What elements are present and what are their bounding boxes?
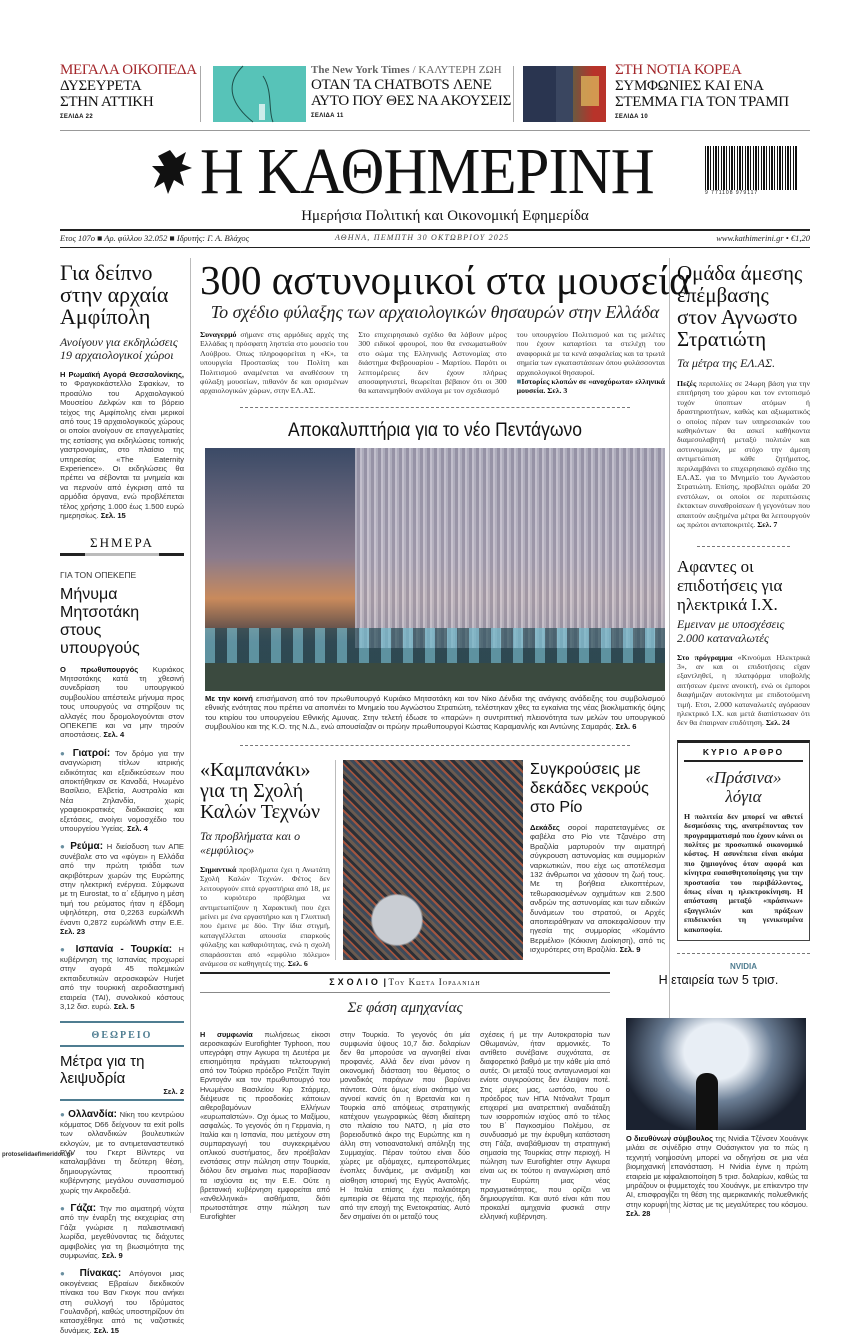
issue-info: Ετος 107ο ■ Αρ. φύλλου 32.052 ■ Ιδρυτής: Γ. Α. Βλάχος: [60, 233, 250, 243]
page-ref[interactable]: Σελ. 28: [626, 1209, 651, 1219]
pentagon-headline[interactable]: Αποκαλυπτήρια για το νέο Πεντάγωνο: [288, 420, 582, 441]
main-subheadline: Το σχέδιο φύλαξης των αρχαιολογικών θησαυρών στην Ελλάδα: [210, 302, 660, 322]
pentagon-caption: Με την κοινή επισήμανση από τον πρωθυπουργό Κυριάκο Μητσοτάκη και τον Νίκο Δένδια της ανάγκης ανάδειξης του συμβολισμού εθνικής ενότητας που πρέπει να αποπνέει το Μνημείο του Αγνώστου Στρατιώτη, τελέστηκαν χθες τα εγκαίνια της νέας βιοκλιματικής όψης του κτιρίου του υπουργείου Εθνικής Αμυνας. Στην τελετή έδωσε το «παρών» η συντριπτική πλειονότητα των μελών του υπουργικού συμβουλίου και της Κ.Ο. της Ν.Δ., ενώ απουσίαζαν οι πρώην πρωθυπουργοί Κώστας Καραμανλής και Αντώνης Σαμαράς. Σελ. 6: [205, 694, 665, 732]
page-ref[interactable]: Σελ. 24: [765, 718, 790, 728]
subheadline: Εμειναν με υποσχέσεις 2.000 καταναλωτές: [677, 616, 785, 645]
rio-article[interactable]: Συγκρούσεις με δεκάδες νεκρούς στο Ρίο Δεκάδες σοροί παρατεταγμένες σε φαβέλα στο Ρίο ντε Τζανέιρο στη Βραζιλία μαρτυρούν την αιματηρή σύγκρουση αστυνομίας και συμμοριών ναρκωτικών, που είχε ως αποτέλεσμα 132 άνθρωποι να χάσουν τη ζωή τους. Με τη βοήθεια ελικοπτέρων, τεθωρακισμένων οχημάτων και 2.500 ανδρών της αστυνομίας και των ειδικών δυνάμεων του στρατού, οι Αρχές αποπειράθηκαν να αποκεφαλίσουν την ηγεσία της συμμορίας «Κομάντο Βερμέλιο» (Κόκκινη Διοίκηση), από τις ισχυρότερες στη Βραζιλία. Σελ. 9: [530, 761, 665, 955]
left-column: [60, 262, 184, 1335]
kicker: ΓΙΑ ΤΟΝ ΟΠΕΚΕΠΕ: [60, 569, 137, 580]
news-brief[interactable]: ● Ολλανδία: Νίκη του κεντρώου κόμματος D66 δείχνουν τα exit polls των ολλανδικών βουλευτικών εκλογών, με το αντιμεταναστευτικό PVV του Γκερτ Βίλντερς να καταλαμβάνει τη δεύτερη θέση, δημιουργώντας προοπτική κυβέρνησης μεγάλου συνασπισμού χωρίς την Ακροδεξιά.: [60, 1109, 184, 1195]
art-school-article[interactable]: «Καμπανάκι» για τη Σχολή Καλών Τεχνών Τα προβλήματα και ο «εμφύλιος» Σημαντικά προβλήματα έχει η Ανωτάτη Σχολή Καλών Τεχνών. Φέτος δεν λειτουργούν επτά εργαστήρια από 18, με το κυριότερο πρόβλημα να αντιμετωπίζουν η Χαρακτική που έχει μείνει με ένα εργαστήριο και η Γλυπτική που έμεινε με δύο. Την ίδια στιγμή, καταγγέλλεται απουσία επαρκούς φύλαξης και καθαριότητας, ενώ η σχολή σπαράσσεται από «εμφύλιο πόλεμο» ανάμεσα σε καθηγητές της. Σελ. 6: [200, 759, 330, 969]
bullet-icon: ●: [60, 748, 73, 758]
nvidia-article[interactable]: [658, 962, 810, 988]
teaser-chatbots[interactable]: [311, 64, 516, 119]
amfipoli-article[interactable]: [60, 262, 184, 521]
griffin-logo: [150, 146, 198, 198]
teaser-page: ΣΕΛΙΔΑ 22: [60, 114, 93, 120]
pentagon-photo: [205, 448, 665, 691]
page-ref[interactable]: Σελ. 6: [287, 959, 308, 969]
lead-in: Συναγερμό: [200, 330, 237, 339]
headline: Μέτρα για τη λειψυδρία: [60, 1053, 145, 1088]
bullet-icon: ●: [60, 842, 71, 852]
lead-in: Η Ρωμαϊκή Αγορά Θεσσαλονίκης,: [60, 370, 184, 379]
website-price: www.kathimerini.gr • €1,20: [716, 233, 810, 243]
page-ref[interactable]: Σελ. 15: [93, 1325, 119, 1335]
headline: Για δείπνο στην αρχαία Αμφίπολη: [60, 260, 169, 329]
bullet-icon: ●: [60, 1269, 80, 1279]
bullet-icon: ●: [60, 1110, 69, 1120]
editorial-box[interactable]: [677, 740, 810, 941]
chatbot-illustration: [213, 66, 306, 122]
comment-label: ΣΧΟΛΙΟ: [329, 977, 381, 987]
teaser-title: ΔΥΣΕΥΡΕΤΑ ΣΤΗΝ ΑΤΤΙΚΗ: [60, 78, 154, 110]
page-ref[interactable]: Σελ. 6: [615, 722, 637, 732]
teaser-kicker: ΜΕΓΑΛΑ ΟΙΚΟΠΕΔΑ: [60, 62, 197, 78]
right-column: [658, 261, 810, 988]
article-body: το Φραγκοκάστελλο Σφακίων, το προαύλιο του Αρχαιολογικού Μουσείου Δελφών και το βόρειο τείχος της Αμφίπολης είναι μερικοί από τους 19 αρχαιολογικούς χώρους οι οποίοι ανοίγουν σε επαγγελματίες της εστίασης για εκδηλώσεις τοπικής γαστρονομίας, στο πλαίσιο της υπηρεσίας «The Eaternity Experience». Οι εκδηλώσεις θα πρέπει να σέβονται τα μνημεία και να περνούν από έγκριση από τα αρμόδια όργανα, ενώ προβλέπεται τέλος χρήσης 1.000 έως 1.500 ευρώ ημερησίως.: [60, 379, 184, 521]
teaser-kicker: / ΚΑΛΥΤΕΡΗ ΖΩΗ: [412, 64, 502, 76]
nvidia-caption: Ο διευθύνων σύμβουλος της Nvidia Τζένσεν Χουάνγκ μιλάει σε συνέδριο στην Ουάσιγκτον για το πώς η τεχνητή νοημοσύνη μπορεί να οδηγήσει σε μια νέα βιομηχανική επανάσταση. Η Nvidia έγινε η πρώτη εταιρεία με κεφαλαιοποίηση 5 τρισ. δολαρίων, καθώς τα μηράζουν οι συμμετοχές του Χουάνγκ, με επίκεντρο την AI, επισφραγίζει τη θέση της αμερικανικής πολυεθνικής στην κορυφή της λίστας με τις μεγαλύτερες του κόσμου. Σελ. 28: [626, 1134, 808, 1219]
rio-photo: [343, 760, 523, 960]
subheadline: Τα προβλήματα και ο «εμφύλιος»: [200, 829, 301, 857]
masthead-title: Η ΚΑΘΗΜΕΡΙΝΗ: [200, 135, 654, 208]
headline: Αφαντες οι επιδοτήσεις για ηλεκτρικά Ι.Χ.: [677, 556, 783, 614]
headline: Ομάδα άμεσης επέμβασης στον Αγνωστο Στρατιώτη: [677, 261, 803, 351]
issue-date: ΑΘΗΝΑ, ΠΕΜΠΤΗ 30 ΟΚΤΩΒΡΙΟΥ 2025: [335, 233, 510, 242]
page-ref[interactable]: Σελ. 7: [757, 520, 778, 530]
page-ref[interactable]: Σελ. 4: [127, 824, 148, 833]
nyt-logo: The New York Times: [311, 64, 410, 76]
headline: Μήνυμα Μητσοτάκη στους υπουργούς: [60, 585, 140, 657]
news-brief[interactable]: ● Ισπανία - Τουρκία: Η κυβέρνηση της Ισπανίας προχωρεί στην αγορά 45 πολεμικών εκπαιδευτικών αεροσκαφών Hurjet από την τουρκική αεροδιαστημική εταιρεία (TAI), συνολικού κόστους 3,12 δισ. ευρώ. Σελ. 5: [60, 944, 184, 1011]
main-article-columns: Συναγερμό σήμανε στις αρμόδιες αρχές της Ελλάδας η πρόσφατη ληστεία στο μουσείο του Λούβρου. Οπως πληροφορείται η «Κ», τα υπουργεία Προστασίας του Πολίτη και Πολιτισμού αναμένεται να αναθέσουν τη φύλαξη μουσείων, πιθανόν δε και ορισμένων αρχαιολογικών χώρων, στην ΕΛ.ΑΣ. Στο επιχειρησιακό σχέδιο θα λάβουν μέρος 300 ειδικοί φρουροί, που θα ενσωματωθούν στο σώμα της Ελληνικής Αστυνομίας στο διάστημα Φεβρουαρίου - Μαρτίου. Παρότι οι λεπτομέρειες δεν έχουν πλήρως αποσαφηνιστεί, θεωρείται βέβαιον ότι οι 300 θα κατανεμηθούν ανάλογα με τον σχεδιασμό του υπουργείου Πολιτισμού και τις μελέτες που έχουν καταρτίσει τα στελέχη του αναφορικά με τα κενά ασφαλείας και τα τρωτά σημεία των εγκαταστάσεων όπου φυλάσσονται αρχαιολογικοί θησαυροί. ■Ιστορίες κλοπών σε «ανοχύρωτα» ελληνικά μουσεία. Σελ. 3: [200, 330, 665, 396]
soldier-article[interactable]: Ομάδα άμεσης επέμβασης στον Αγνωστο Στρατιώτη Τα μέτρα της ΕΛ.ΑΣ. Πεζές περιπολίες σε 24ωρη βάση για την επιτήρηση του χώρου και τον εντοπισμό τυχόν ύποπτων ατόμων ή δραστηριοτήτων, καθώς και αξιωματικός ο οποίος πέραν των υπηρεσιακών του καθηκόντων θα ασκεί καθήκοντα διαμεσολαβητή μεταξύ πολιτών και αστυνομικών, με στόχο την άμεση αντιμετώπιση κάθε ζητήματος, περιλαμβάνει το επιχειρησιακό σχέδιο της ΕΛ.ΑΣ. για το Μνημείο του Αγνώστου Στρατιώτη. Επίσης, προβλέπει ομάδα 20 ενστόλων, οι οποίοι σε περιπτώσεις έκτακτων συναθροίσεων ή γεγονότων που απαιτούν αυξημένα μέτρα θα λειτουργούν ως πρώτοι ανταποκριτές. Σελ. 7: [677, 261, 810, 530]
comment-author: Του Κωστα Ιορδανιδη: [388, 977, 481, 987]
related-link[interactable]: Ιστορίες κλοπών σε «ανοχύρωτα» ελληνικά μουσεία.: [516, 377, 665, 396]
ev-article[interactable]: Αφαντες οι επιδοτήσεις για ηλεκτρικά Ι.Χ. Εμειναν με υποσχέσεις 2.000 καταναλωτές Στο πρόγραμμα «Κινούμαι Ηλεκτρικά 3», αν και οι επιδοτήσεις είχαν εξαντληθεί, η πλατφόρμα υποβολής αιτήσεων έμεινε ανοικτή, ενώ οι έμποροι διαφήμιζαν αυτοκίνητα με επιδοτούμενη τιμή. Ετσι, 2.000 καταναλωτές αγόρασαν ηλεκτρικό Ι.Χ. και μετά διαπίστωσαν ότι δεν θα έπαιρναν επιδότηση. Σελ. 24: [677, 556, 810, 728]
editorial-body: Η πολιτεία δεν μπορεί να αθετεί δεσμεύσεις της, ανατρέποντας τον προγραμματισμό που έχουν κάνει οι πολίτες με προσωπικό οικονομικό κόστος. Η ασυνέπεια είναι ακόμα πιο ζημιογόνος όταν αφορά και κίνητρα ευαισθητοποίησης για την προστασία του περιβάλλοντος, όπως είναι η ηλεκτροκίνηση. Η απόσταση μεταξύ «πράσινων» εξαγγελιών και πράξεων επιδεικνύει τη γενικευμένα κακοποφία.: [684, 811, 803, 934]
news-brief[interactable]: ● Γιατροί: Τον δρόμο για την αναγνώριση τίτλων ιατρικής ειδικότητας και εξειδικεύσεων που αποκτήθηκαν σε Καναδά, Ηνωμένο Βασίλειο, Ελβετία, Αυστραλία και Νέα Ζηλανδία, χωρίς γραφειοκρατικές διαδικασίες και εξετάσεις, ανοίγει νομοσχέδιο του υπουργείου Υγείας. Σελ. 4: [60, 747, 184, 833]
watermark: protoselidaefimeridon.gr: [2, 1152, 73, 1158]
theoreio-label: ΘΕΩΡΕΙΟ: [91, 1030, 153, 1042]
trump-korea-photo: [523, 66, 606, 122]
barcode: [705, 146, 797, 190]
teaser-title: ΟΤΑΝ ΤΑ CHATBOTS ΛΕΝΕ ΑΥΤΟ ΠΟΥ ΘΕΣ ΝΑ ΑΚΟΥΣΕΙΣ: [311, 77, 512, 109]
comment-header: ΣΧΟΛΙΟ | Του Κωστα Ιορδανιδη: [329, 977, 481, 987]
jensen-huang-photo: [626, 1018, 806, 1130]
headline: Συγκρούσεις με δεκάδες νεκρούς στο Ρίο: [530, 761, 649, 816]
teaser-korea[interactable]: [615, 62, 795, 120]
page-ref[interactable]: Σελ. 5: [113, 1001, 135, 1011]
page-ref[interactable]: Σελ. 3: [547, 386, 568, 396]
page-ref[interactable]: Σελ. 23: [60, 927, 86, 937]
editorial-label: ΚΥΡΙΟ ΑΡΘΡΟ: [684, 747, 803, 762]
teaser-page: ΣΕΛΙΔΑ 11: [311, 113, 344, 119]
headline: «Καμπανάκι» για τη Σχολή Καλών Τεχνών: [200, 759, 321, 823]
barcode-number: 9 771108 979117: [705, 190, 759, 196]
page-ref[interactable]: Σελ. 15: [100, 511, 126, 521]
editorial-title: «Πράσινα» λόγια: [705, 767, 782, 806]
comment-title[interactable]: Σε φάση αμηχανίας: [347, 1000, 463, 1016]
teaser-title: ΣΥΜΦΩΝΙΕΣ ΚΑΙ ΕΝΑ ΣΤΕΜΜΑ ΓΙΑ ΤΟΝ ΤΡΑΜΠ: [615, 78, 789, 110]
page-ref[interactable]: Σελ. 9: [101, 1251, 123, 1260]
page-ref[interactable]: Σελ. 9: [619, 945, 641, 955]
theoreio-article[interactable]: [60, 1053, 184, 1101]
news-brief[interactable]: ● Γάζα: Την πιο αιματηρή νύχτα από την έναρξη της εκεχειρίας στη Γάζα γνώρισε η παλαιστινιακή λωρίδα, μεγεθύνοντας τις διάχυτες αμφιβολίες για τη βιωσιμότητα της συμφωνίας. Σελ. 9: [60, 1202, 184, 1260]
teaser-kicker: ΣΤΗ ΝΟΤΙΑ ΚΟΡΕΑ: [615, 62, 742, 78]
main-headline[interactable]: 300 αστυνομικοί στα μουσεία: [200, 257, 691, 303]
headline: Η εταιρεία των 5 τρισ.: [658, 973, 779, 988]
teaser-plots[interactable]: [60, 62, 200, 120]
bullet-icon: ●: [60, 1203, 71, 1213]
bullet-icon: ●: [60, 945, 76, 955]
article-body: Στο επιχειρησιακό σχέδιο θα λάβουν μέρος 300 ειδικοί φρουροί, που θα ενσωματωθούν στο σώμα της Ελληνικής Αστυνομίας στο διάστημα Φεβρουαρίου - Μαρτίου. Παρότι οι λεπτομέρειες δεν έχουν πλήρως αποσαφηνιστεί, θεωρείται βέβαιον ότι οι 300 θα κατανεμηθούν ανάλογα με τον σχεδιασμό: [358, 330, 507, 396]
news-brief[interactable]: ● Ρεύμα: Η διείσδυση των ΑΠΕ συνέβαλε στο να «φύγει» η Ελλάδα από την πρώτη τριάδα των ακριβότερων χωρών της Ευρώπης στην ηλεκτρική ενέργεια. Σύμφωνα με τη Eurostat, το α΄ εξάμηνο η μέση τιμή του ρεύματος ήταν η έβδομη υψηλότερη, στα 0,2263 ευρώ/kWh έναντι 0,2872 ευρώ/kWh στην Ε.Ε. Σελ. 23: [60, 841, 184, 937]
opekepe-article[interactable]: ΓΙΑ ΤΟΝ ΟΠΕΚΕΠΕ Μήνυμα Μητσοτάκη στους υπουργούς Ο πρωθυπουργός Κυριάκος Μητσοτάκης κατά τη χθεσινή συνεδρίαση του υπουργικού συμβουλίου απέστειλε μήνυμα προς τους υπουργούς να στηρίξουν τις αλλαγές που δρομολογούνται στον ΟΠΕΚΕΠΕ και να μην τηρούν αποστάσεις. Σελ. 4: [60, 569, 185, 740]
teaser-page: ΣΕΛΙΔΑ 10: [615, 114, 648, 120]
masthead-subtitle: Ημερήσια Πολιτική και Οικονομική Εφημερίδα: [301, 208, 589, 224]
kicker: NVIDIA: [729, 962, 758, 972]
subheadline: Τα μέτρα της ΕΛ.ΑΣ.: [677, 356, 776, 370]
comment-columns: Η συμφωνία πωλήσεως είκοσι αεροσκαφών Eurofighter Typhoon, που υπεγράφη στην Αγκυρα τη Δευτέρα με επισημότητα πράγματι τελετουργική από τον Τούρκο πρόεδρο Ρετζέπ Ταγίπ Ερντογάν και τον πρωθυπουργό του Ηνωμένου Βασιλείου Κιρ Στάρμερ, διέψευσε τις προσδοκίες κάποιων αιθεροβαμόνων Ελλήνων «ευρωπαϊστών». Οχι όμως το Μαξίμου, ασφαλώς. Το γεγονός ότι η Γερμανία, η Ιταλία και η Ισπανία, που μετέχουν στη συμπαραγωγή του συγκεκριμένου οπλικού συστήματος, δεν προέβαλαν ενστάσεις στην πώληση στην Τουρκία, διόλου δεν σημαίνει πως παραβίασαν τα ισχύοντα εις την Ε.Ε. Ούτε η βρετανική κυβέρνηση εμφορείται από «ανθελληνικά» αισθήματα, διότι πρωτοστάτησε στην πώληση των Eurofighter στην Τουρκία. Το γεγονός ότι μία συμφωνία ύψους 10,7 δισ. δολαρίων δεν θα μπορούσε να αγνοηθεί είναι προφανές. Αλλά δεν είναι μόνον η οικονομική διάσταση του θέματος ο μοναδικός παράγων που βαρύνει πάντοτε. Ούτε όμως είναι σκόπιμο να αγνοεί κανείς ότι η Βρετανία και η Τουρκία από απόψεως στρατηγικής κατέχουν γεωγραφικώς θέση ιδιαίτερη στο πλαίσιο του ΝΑΤΟ, η μία στο βορειοδυτικό άκρο της Ευρώπης και η άλλη στη νοτιοανατολική απόληξη της Συμμαχίας. Πέραν τούτου είναι δύο χώρες με αξιόμαχες, εμπειροπόλεμες ένοπλες δυνάμεις, με ανάμειξη και αίσθηση ιστορική της Εγγύς Ανατολής. Η Ιταλία επίσης έχει παλαιότερη εμπειρία σε θέματα της περιοχής, ήδη από την εποχή της Ενετοκρατίας. Αυτό δεν σημαίνει ότι οι μεταξύ τους σχέσεις ή με την Αυτοκρατορία των Οθωμανών, ήταν αρμονικές. Το αντίθετο συνέβαινε συχνότατα, σε διαφορετικό βαθμό με την κάθε μία από αυτές. Οι μεταξύ τους ανταγωνισμοί και ενίοτε συγκρούσεις δεν έλειψαν ποτέ. Στις μέρες μας, ωστόσο, που ο πρόεδρος των ΗΠΑ Ντόναλντ Τραμπ επιχειρεί μια ανατρεπτική αναδιάταξη των ισορροπιών ισχύος από το τέλος του Β΄ Παγκοσμίου Πολέμου, σε συνδυασμό με την έκρυθμη κατάσταση στη Γάζα, αναβάθμισαν τη στρατηγική σημασία της Τουρκίας στην περιοχή. Η πώληση των Eurofighter στην Αγκυρα είναι ως εκ τούτου η αναγνώριση από την Ευρώπη μιας νέας πραγματικότητας, που ορίζει να δημιουργείται. Και αυτό είναι κάτι που προκαλεί αμηχανία φυσικά στην ελληνική κυβέρνηση.: [200, 1030, 610, 1221]
news-brief[interactable]: ● Πίνακας: Απόγονοι μιας οικογένειας Εβραίων διεκδικούν πίνακα του Βαν Γκογκ που ανήκει στη συλλογή του Ιδρύματος Γουλανδρή, καθώς υποστηρίζουν ότι κατασχέθηκε από τις ναζιστικές δυνάμεις. Σελ. 15: [60, 1268, 184, 1335]
page-ref[interactable]: Σελ. 2: [163, 1087, 184, 1097]
page-ref[interactable]: Σελ. 4: [103, 730, 125, 740]
today-label: ΣΗΜΕΡΑ: [90, 534, 154, 550]
subheadline: Ανοίγουν για εκδηλώσεις 19 αρχαιολογικοί χώροι: [60, 335, 178, 362]
